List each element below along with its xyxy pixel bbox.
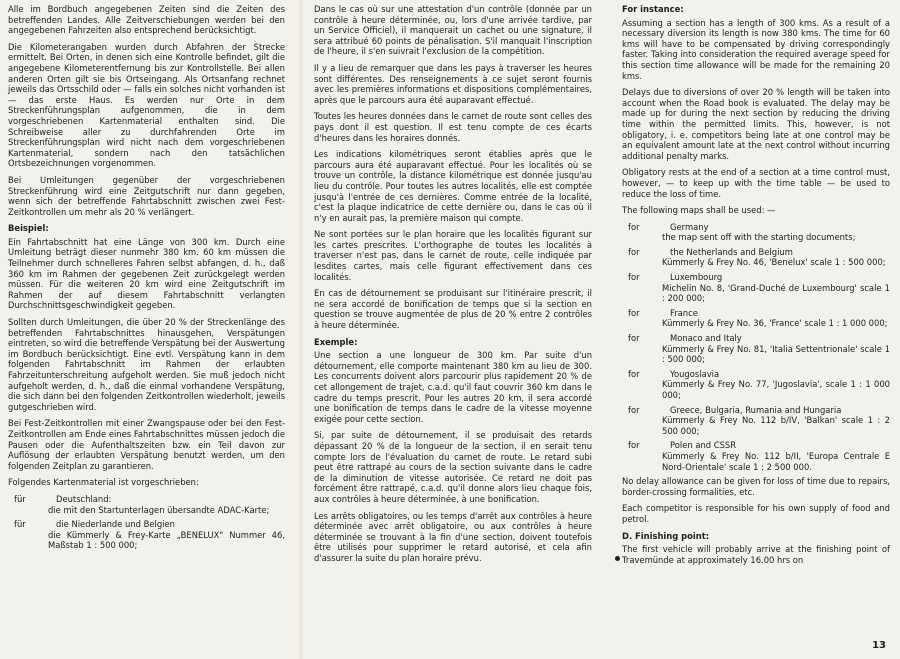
page-number: 13 [872,640,886,651]
map-for-label: for [628,246,640,257]
map-entry [8,519,285,551]
paragraph: Obligatory rests at the end of a section at a time control must, however, — to keep up with the time table — be used to reduce the loss of time. [622,167,890,199]
paragraph: Folgendes Kartenmaterial ist vorgeschrieben: [8,477,199,488]
map-for-label: for [628,307,640,318]
paragraph: Toutes les heures données dans le carnet de route sont celles des pays dont il est question. Il est tenu compte de ces écarts d'heures dans les horaires donnés. [314,111,592,143]
paragraph: No delay allowance can be given for loss of time due to repairs, border-crossing formalities, etc. [622,476,890,497]
map-detail: Kümmerly & Frey No. 112 b/IV, 'Balkan' scale 1 : 2 500 000; [662,415,890,436]
paragraph: Alle im Bordbuch angegebenen Zeiten sind die Zeiten des betreffenden Landes. Alle Zeitverschiebungen werden bei den angegebenen Fahrzeiten also entsprechend berücksichtigt. [8,4,285,36]
paragraph: The following maps shall be used: — [622,205,776,216]
paragraph: Die Kilometerangaben wurden durch Abfahren der Strecke ermittelt. Bei Orten, in denen sich eine Kontrolle befindet, gilt die angegebene Kilometerentfernung bis zur Kontrollstelle. Bei allen anderen Orten gilt sie bis Ortseingang. Als Ortsanfang rechnet jeweils das Ortsschild oder — falls ein solches nicht vorhanden ist — das erste Haus. Es werden nur Orte in dem Streckenführungsplan aufgenommen, die in dem vorgeschriebenen Kartenmaterial enthalten sind. Die Schreibweise aller zu durchfahrenden Orte im Streckenführungsplan wird nicht nach dem vorgeschriebenen Kartenmaterial, sondern nach den tatsächlichen Ortsbezeichnungen vorgenommen. [8,41,285,169]
paragraph: En cas de détournement se produisant sur l'itinéraire prescrit, il ne sera accordé de bonification de temps que si la section en question se trouve augmentée de plus de 20 % entre 2 contrôles à heure déterminée. [314,288,592,331]
map-detail: Kümmerly & Frey No. 112 b/II, 'Europa Centrale E Nord-Orientale' scale 1 : 2 500 000. [662,450,890,472]
map-detail: Kümmerly & Frey No. 36, 'France' scale 1 : 1 000 000; [662,318,888,329]
example-heading: For instance: [622,4,684,14]
map-detail: die mit den Startunterlagen übersandte ADAC-Karte; [48,504,270,515]
example-heading: Exemple: [314,336,358,347]
map-for-label: for [628,404,640,415]
paragraph: Sollten durch Umleitungen, die über 20 % der Streckenlänge des betreffenden Fahrtabschnittes hinausgehen, Verspätungen eintreten, so wird die betreffende Verspätung bei der Auswertung im Bordbuch berücksichtigt. Eine evtl. Verspätung kann in dem folgenden Fahrtabschnitt im Rahmen der erlaubten Fahrzeitunterschreitung aufgeholt werden. Sie muß jedoch nicht aufgeholt werden, d. h., daß die einmal vorhandene Verspätung, die sich dann bei den folgenden Zeitkontrollen wiederholt, jeweils gutgeschrieben wird. [8,317,285,412]
map-entry [622,247,890,268]
paragraph: Ein Fahrtabschnitt hat eine Länge von 300 km. Durch eine Umleitung beträgt dieser nunmehr 380 km. 60 km müssen die Teilnehmer durch schnelleres Fahren selbst abfangen, d. h., daß 360 km im Rahmen der gegebenen Zeit zurückgelegt werden müssen. Für die weiteren 20 km wird eine Zeitgutschrift im Rahmen der auf diesem Fahrtabschnitt verlangten Durchschnittsgeschwindigkeit gegeben. [8,236,285,311]
paragraph: Les arrêts obligatoires, ou les temps d'arrêt aux contrôles à heure déterminée avec arrêt obligatoire, ou aux contrôles à heure déterminée se trouvant à la fin d'une section, doivent toutefois être utilisés pour supprimer le retard autorisé, et cela afin d'assurer la suite du plan horaire prévu. [314,510,592,563]
french-column [314,4,592,570]
paragraph: Bei Fest-Zeitkontrollen mit einer Zwangspause oder bei den Fest-Zeitkontrollen am Ende eines Fahrtabschnittes müssen jedoch die Pausen oder die Aufenthaltszeiten bzw. ein Teil davon zur Auflösung der erlaubten Verspätung benutzt werden, um den folgenden Zeitplan zu garantieren. [8,418,285,471]
map-entry [622,333,890,365]
paragraph: Delays due to diversions of over 20 % length will be taken into account when the Road book is evaluated. The delay may be made up for during the next section by reducing the driving time within the permitted limits. This, however, is not obligatory, i. e. competitors being late at one control may be an equivalent amount late at the next control without incurring additional penalty marks. [622,87,890,161]
paragraph: Assuming a section has a length of 300 kms. As a result of a necessary diversion its length is now 380 kms. The time for 60 kms will have to be compensated by driving correspondingly faster. Taking into consideration the required average speed for this section time allowance will be made for the remaining 20 kms. [622,17,890,81]
map-country: Yougoslavia [670,368,720,379]
paragraph: Each competitor is responsible for his own supply of food and petrol. [622,503,890,524]
english-column [622,4,890,571]
map-country: die Niederlande und Belgien [56,519,175,530]
section-heading: D. Finishing point: [622,530,710,541]
map-detail: Kümmerly & Frey No. 81, 'Italia Settentrionale' scale 1 : 500 000; [662,343,890,365]
map-country: Luxembourg [670,272,723,283]
map-country: the Netherlands and Belgium [670,246,793,257]
map-for-label: for [628,272,640,283]
map-entry [622,222,890,243]
map-entry [622,405,890,437]
map-country: Greece, Bulgaria, Rumania and Hungaria [670,404,842,415]
paragraph: Dans le cas où sur une attestation d'un contrôle (donnée par un contrôle à heure déterminée, ou, lors d'une arrivée tardive, par un Service Officiel), il manquerait un cachet ou une signature, il sera attribué 60 points de pénalisation. S'il manquait l'inscription de l'heure, il s'en suivrait l'exclusion de la compétition. [314,4,592,57]
paragraph: Il y a lieu de remarquer que dans les pays à traverser les heures sont différentes. Des renseignements à ce sujet seront fournis avec les premières informations et dispositions complémentaires, après que le parcours aura été auparavant effectué. [314,62,592,105]
example-heading: Beispiel: [8,223,49,234]
paragraph: The first vehicle will probably arrive at the finishing point of Travemünde at approximately 16.00 hrs on [622,544,890,565]
paragraph: Si, par suite de détournement, il se produisait des retards dépassant 20 % de la longueur de la section, il en serait tenu compte lors de l'évaluation du carnet de route. Le retard subi peut être rattrapé au cours de la section suivante dans le cadre de la diminution de vitesse autorisée. Ce retard ne doit pas forcément être rattrapé, c.a.d. qu'il donne alors lieu chaque fois, aux contrôles à heure déterminée, à une bonification. [314,430,592,504]
paragraph: Ne sont portées sur le plan horaire que les localités figurant sur les cartes prescrites. L'orthographe de toutes les localités à traverser n'est pas, dans le carnet de route, celle indiquée par lesdites cartes, mais celle figurant effectivement dans ces localités. [314,229,592,282]
map-for-label: for [628,440,640,451]
map-country: Polen and CSSR [670,440,737,451]
german-column [8,4,285,555]
map-list [622,222,890,472]
map-detail: Michelin No. 8, 'Grand-Duché de Luxembourg' scale 1 : 200 000; [662,282,890,304]
map-country: Monaco and Italy [670,333,742,344]
map-for-label: for [628,221,640,232]
map-for-label: for [628,368,640,379]
map-for-label: für [14,493,26,504]
map-country: Germany [670,221,709,232]
map-entry [8,494,285,515]
paragraph: Bei Umleitungen gegenüber der vorgeschriebenen Streckenführung wird eine Zeitgutschrift nur dann gegeben, wenn sich der betreffende Fahrtabschnitt zwischen zwei Fest-Zeitkontrollen um mehr als 20 % verlängert. [8,174,285,217]
map-for-label: for [628,333,640,344]
map-entry [622,369,890,401]
map-entry [622,440,890,472]
map-detail: die Kümmerly & Frey-Karte „BENELUX" Nummer 46, Maßstab 1 : 500 000; [48,529,285,551]
map-entry [622,272,890,304]
map-for-label: für [14,519,26,530]
map-detail: Kümmerly & Frey No. 77, 'Jugoslavia', scale 1 : 1 000 000; [662,379,890,400]
map-detail: the map sent off with the starting documents; [662,232,856,243]
map-detail: Kümmerly & Frey No. 46, 'Benelux' scale 1 : 500 000; [662,257,886,268]
page-fold [298,0,304,659]
map-country: Deutschland: [56,493,112,504]
map-entry [622,308,890,329]
paragraph: Une section a une longueur de 300 km. Par suite d'un détournement, elle comporte maintenant 380 km au lieu de 300. Les concurrents doivent alors parcourir plus rapidement 20 % de cet allongement de trajet, c.a.d. qu'il faut couvrir 360 km dans le cadre du temps prescrit. Pour les autres 20 km, il sera accordé une bonification de temps dans le cadre de la vitesse moyenne exigée pour cette section. [314,350,592,424]
paragraph: Les indications kilométriques seront établies après que le parcours aura été auparavant effectué. Pour les localités où se trouve un contrôle, la distance kilométrique est donnée jusqu'au lieu du contrôle. Pour toutes les autres localités, elle est comptée jusqu'à l'entrée de ces dernières. Comme entrée de la localité, c'est la plaque indicatrice de cette dernière ou, dans le cas où il n'y en aurait pas, la première maison qui compte. [314,149,592,223]
map-country: France [670,307,698,318]
